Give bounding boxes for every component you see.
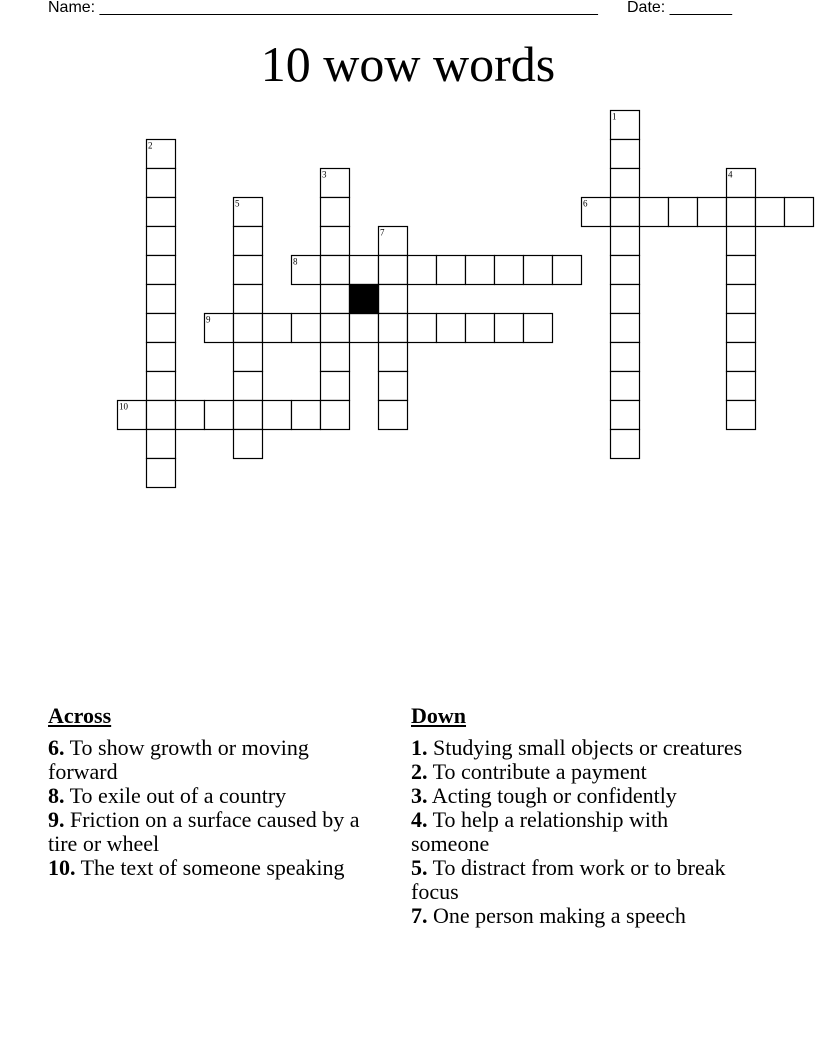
crossword-cell [176, 401, 205, 430]
cell-number-label: 10 [119, 401, 128, 412]
crossword-cell [147, 198, 176, 227]
crossword-cell [234, 401, 263, 430]
name-field-label: Name: ________________________________________________________ [48, 0, 598, 16]
clue-number: 6. [48, 735, 65, 760]
clue-text: To distract from work or to break focus [411, 855, 726, 904]
clue-number: 1. [411, 735, 428, 760]
crossword-cell [350, 314, 379, 343]
clue-text: To contribute a payment [432, 759, 647, 784]
clue-item [48, 808, 368, 856]
crossword-cell [611, 285, 640, 314]
crossword-cell [147, 459, 176, 488]
crossword-cell [147, 227, 176, 256]
crossword-cell [292, 314, 321, 343]
crossword-cell [263, 314, 292, 343]
crossword-cell [147, 372, 176, 401]
crossword-cell [379, 372, 408, 401]
crossword-cell [611, 343, 640, 372]
clue-number: 2. [411, 759, 428, 784]
crossword-cell [437, 314, 466, 343]
crossword-cell [611, 430, 640, 459]
down-clue-list [411, 736, 751, 928]
crossword-cell [234, 343, 263, 372]
clue-text: The text of someone speaking [80, 855, 345, 880]
crossword-cell [727, 285, 756, 314]
cell-number-label: 7 [380, 227, 385, 238]
page-title: 10 wow words [260, 36, 556, 92]
crossword-cell [408, 314, 437, 343]
crossword-cell [611, 372, 640, 401]
crossword-cell [234, 314, 263, 343]
crossword-cell [147, 401, 176, 430]
cell-number-label: 1 [612, 111, 617, 122]
crossword-cell [321, 256, 350, 285]
crossword-cell [321, 285, 350, 314]
cell-number-label: 4 [728, 169, 733, 180]
crossword-cell [234, 256, 263, 285]
down-clues [411, 702, 751, 928]
crossword-cell [321, 198, 350, 227]
across-clues [48, 702, 368, 880]
crossword-cell [321, 343, 350, 372]
crossword-cell [495, 314, 524, 343]
crossword-cell [321, 401, 350, 430]
clue-number: 7. [411, 903, 428, 928]
clue-number: 3. [411, 783, 428, 808]
clue-text: To exile out of a country [69, 783, 287, 808]
crossword-cell [147, 169, 176, 198]
clue-text: Studying small objects or creatures [433, 735, 743, 760]
crossword-cell [263, 401, 292, 430]
crossword-cell [292, 401, 321, 430]
crossword-cell [379, 256, 408, 285]
date-field-label: Date: _______ [627, 0, 732, 16]
crossword-cell [321, 314, 350, 343]
down-heading: Down [411, 703, 467, 728]
crossword-cell [234, 430, 263, 459]
crossword-cell [611, 227, 640, 256]
clue-item [411, 736, 751, 760]
crossword-cell [698, 198, 727, 227]
crossword-cell [611, 198, 640, 227]
cell-number-label: 9 [206, 314, 211, 325]
cell-number-label: 3 [322, 169, 327, 180]
clue-number: 9. [48, 807, 65, 832]
clue-number: 8. [48, 783, 65, 808]
crossword-cell [524, 256, 553, 285]
crossword-cell [379, 314, 408, 343]
crossword-cell [147, 430, 176, 459]
cell-number-label: 8 [293, 256, 298, 267]
clue-text: Friction on a surface caused by a tire or wheel [48, 807, 360, 856]
clue-item [411, 784, 751, 808]
crossword-cell [379, 285, 408, 314]
crossword-cell [379, 343, 408, 372]
crossword-cell [350, 256, 379, 285]
clue-item [48, 784, 368, 808]
crossword-cell [727, 227, 756, 256]
crossword-cell [437, 256, 466, 285]
crossword-cell [727, 198, 756, 227]
crossword-cell [408, 256, 437, 285]
clue-item [411, 808, 751, 856]
crossword-cell [234, 227, 263, 256]
crossword-cell [611, 314, 640, 343]
crossword-cell [524, 314, 553, 343]
cell-number-label: 2 [148, 140, 153, 151]
crossword-grid [0, 0, 816, 500]
crossword-cell [495, 256, 524, 285]
across-heading: Across [48, 703, 112, 728]
crossword-cell [611, 401, 640, 430]
crossword-cell [611, 256, 640, 285]
clue-text: To show growth or moving forward [48, 735, 309, 784]
crossword-cell [785, 198, 814, 227]
crossword-cell [727, 401, 756, 430]
crossword-black-cell [350, 285, 379, 314]
clue-text: One person making a speech [433, 903, 686, 928]
clue-item [48, 856, 368, 880]
crossword-cell [379, 401, 408, 430]
crossword-cell [234, 372, 263, 401]
clue-number: 4. [411, 807, 428, 832]
crossword-cell [205, 401, 234, 430]
clue-number: 5. [411, 855, 428, 880]
crossword-cell [321, 227, 350, 256]
crossword-cell [756, 198, 785, 227]
clue-item [411, 760, 751, 784]
crossword-cell [727, 343, 756, 372]
cell-number-label: 6 [583, 198, 588, 209]
crossword-cell [553, 256, 582, 285]
crossword-cell [727, 372, 756, 401]
crossword-cell [147, 256, 176, 285]
crossword-cell [234, 285, 263, 314]
crossword-cell [147, 285, 176, 314]
crossword-cell [611, 169, 640, 198]
clue-item [48, 736, 368, 784]
crossword-cell [640, 198, 669, 227]
clue-item [411, 856, 751, 904]
crossword-cell [611, 140, 640, 169]
crossword-cell [727, 256, 756, 285]
clue-text: Acting tough or confidently [431, 783, 677, 808]
cell-number-label: 5 [235, 198, 240, 209]
crossword-cell [727, 314, 756, 343]
crossword-cell [669, 198, 698, 227]
across-clue-list [48, 736, 368, 880]
crossword-cell [466, 314, 495, 343]
crossword-cell [147, 314, 176, 343]
crossword-cell [147, 343, 176, 372]
crossword-cell [466, 256, 495, 285]
clue-item [411, 904, 751, 928]
crossword-cell [321, 372, 350, 401]
clue-number: 10. [48, 855, 76, 880]
clue-text: To help a relationship with someone [411, 807, 669, 856]
